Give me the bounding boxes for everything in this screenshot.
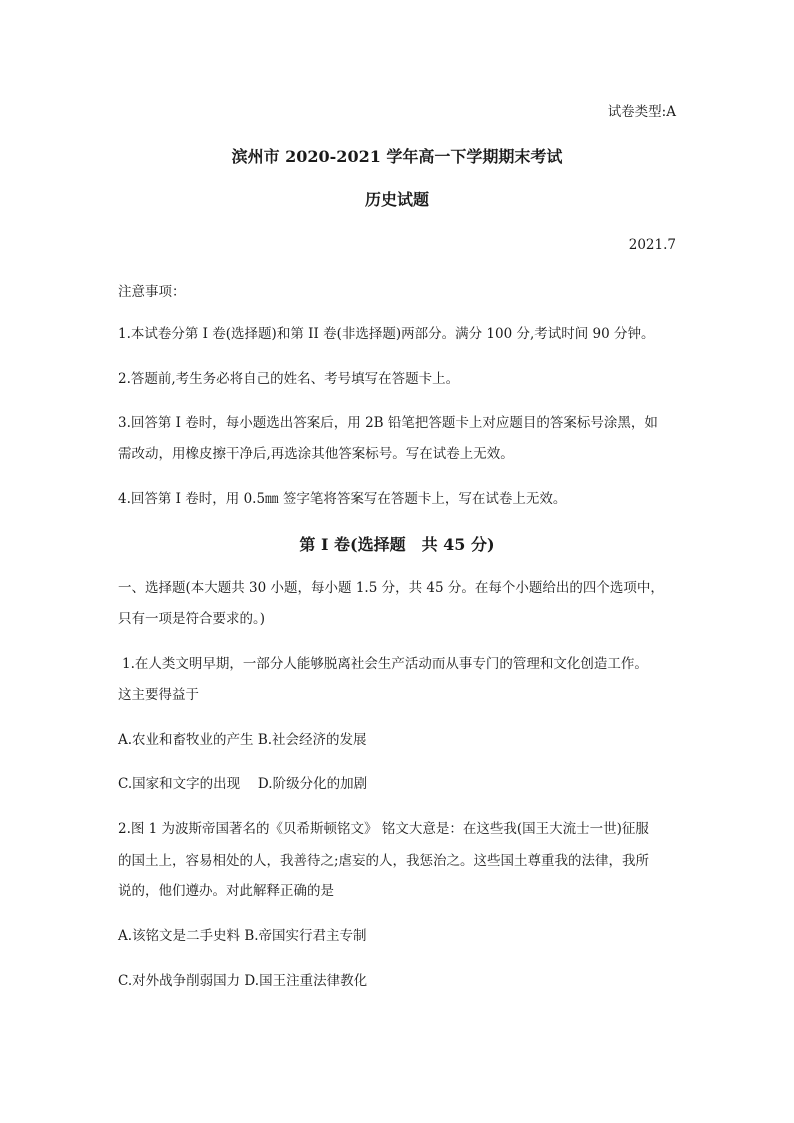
question-2-options-ab: A.该铭文是二手史料 B.帝国实行君主专制 [118, 928, 367, 944]
exam-title: 滨州市 2020-2021 学年高一下学期期末考试 [231, 147, 563, 166]
paper-type-label: 试卷类型:A [607, 104, 676, 120]
exam-date: 2021.7 [628, 237, 676, 253]
question-1-options-cd: C.国家和文字的出现 D.阶级分化的加剧 [118, 776, 368, 792]
note-item-2: 2.答题前,考生务必将自己的姓名、考号填写在答题卡上。 [118, 371, 460, 387]
question-1-options-ab: A.农业和畜牧业的产生 B.社会经济的发展 [118, 732, 367, 748]
section1-heading: 第 I 卷(选择题 共 45 分) [299, 535, 495, 554]
note-item-1: 1.本试卷分第 I 卷(选择题)和第 II 卷(非选择题)两部分。满分 100 分,考试时间 90 分钟。 [118, 326, 655, 342]
section1-instructions: 一、选择题(本大题共 30 小题，每小题 1.5 分，共 45 分。在每个小题给出的四个选项中， [118, 580, 664, 596]
question-2-stem: 2.图 1 为波斯帝国著名的《贝希斯顿铭文》 铭文大意是：在这些我(国王大流士一世)征服 [118, 821, 649, 837]
question-2-stem-cont: 的国土上，容易相处的人，我善待之;虐妄的人，我惩治之。这些国土尊重我的法律，我所 [118, 853, 650, 869]
section1-instructions-cont: 只有一项是符合要求的。) [118, 611, 266, 627]
notes-heading: 注意事项： [118, 284, 186, 300]
note-item-3-cont: 需改动，用橡皮擦干净后,再选涂其他答案标号。写在试卷上无效。 [118, 446, 514, 462]
subject-title: 历史试题 [364, 190, 429, 209]
question-2-stem-cont-2: 说的，他们遵办。对此解释正确的是 [118, 883, 334, 899]
note-item-4: 4.回答第 I 卷时，用 0.5㎜ 签字笔将答案写在答题卡上，写在试卷上无效。 [118, 491, 567, 507]
question-1-stem: 1.在人类文明早期，一部分人能够脱离社会生产活动而从事专门的管理和文化创造工作。 [122, 656, 648, 672]
note-item-3: 3.回答第 I 卷时，每小题选出答案后，用 2B 铅笔把答题卡上对应题目的答案标号涂黑，如 [118, 415, 658, 431]
question-2-options-cd: C.对外战争削弱国力 D.国王注重法律教化 [118, 973, 368, 989]
question-1-stem-cont: 这主要得益于 [118, 687, 199, 703]
